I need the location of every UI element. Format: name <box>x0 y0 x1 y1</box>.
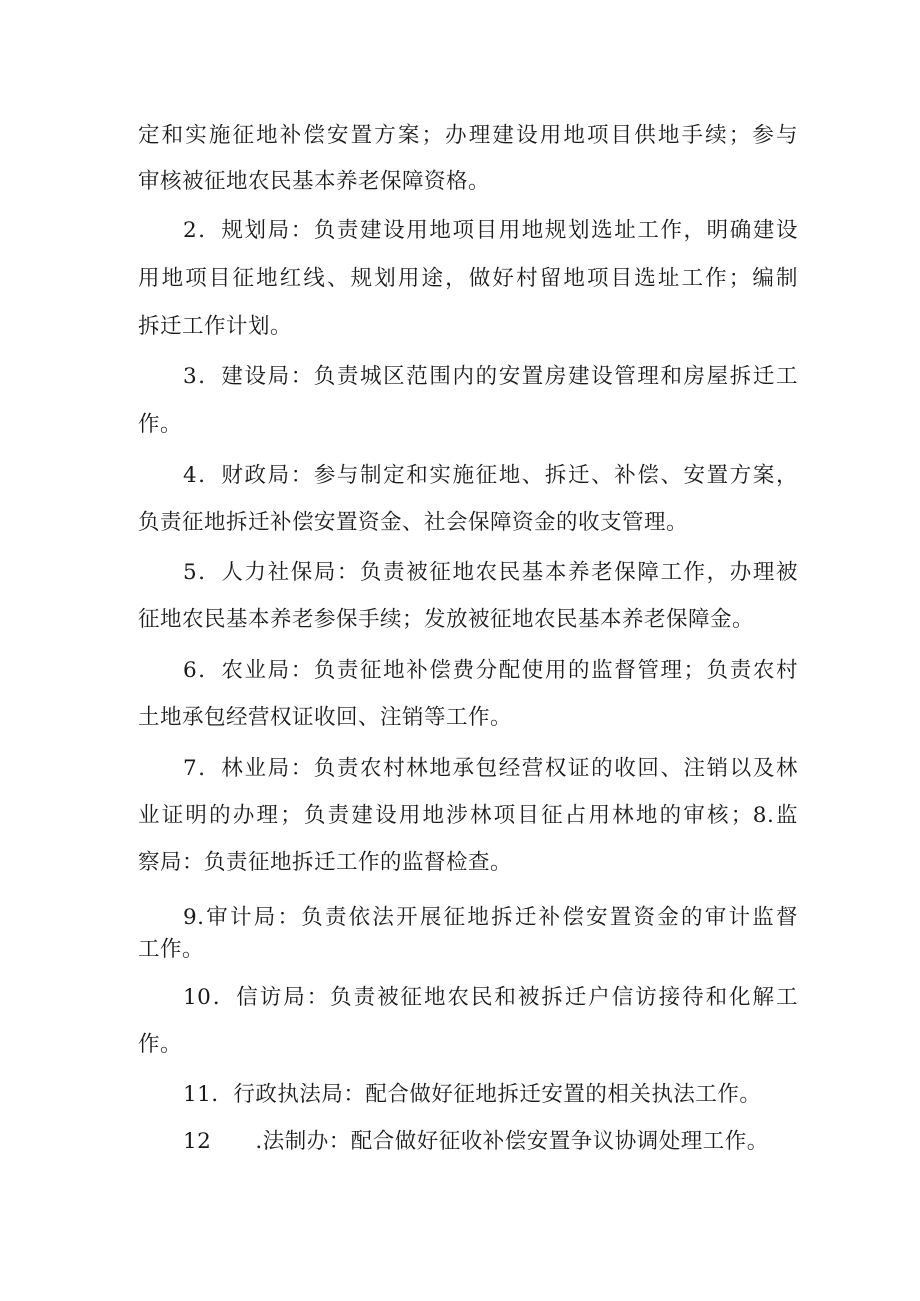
paragraph-10-line-2: 作。 <box>138 1032 183 1057</box>
paragraph-2-line-1: 2．规划局：负责建设用地项目用地规划选址工作，明确建设 <box>183 218 798 243</box>
paragraph-1-line-2: 审核被征地农民基本养老保障资格。 <box>138 169 491 194</box>
paragraph-7-line-3: 察局：负责征地拆迁工作的监督检查。 <box>138 850 513 875</box>
paragraph-10-line-1: 10．信访局：负责被征地农民和被拆迁户信访接待和化解工 <box>183 985 798 1010</box>
paragraph-5-line-1: 5．人力社保局：负责被征地农民基本养老保障工作，办理被 <box>183 560 798 585</box>
paragraph-2-line-3: 拆迁工作计划。 <box>138 314 293 339</box>
paragraph-5-line-2: 征地农民基本养老参保手续；发放被征地农民基本养老保障金。 <box>138 607 755 632</box>
paragraph-4-line-1: 4．财政局：参与制定和实施征地、拆迁、补偿、安置方案， <box>183 463 798 488</box>
paragraph-12-line-1: 12 .法制办：配合做好征收补偿安置争议协调处理工作。 <box>183 1129 769 1154</box>
paragraph-3-line-1: 3．建设局：负责城区范围内的安置房建设管理和房屋拆迁工 <box>183 364 798 389</box>
paragraph-6-line-1: 6．农业局：负责征地补偿费分配使用的监督管理；负责农村 <box>183 658 798 683</box>
paragraph-4-line-2: 负责征地拆迁补偿安置资金、社会保障资金的收支管理。 <box>138 510 689 535</box>
paragraph-9-line-2: 工作。 <box>138 937 205 962</box>
paragraph-1-line-1: 定和实施征地补偿安置方案；办理建设用地项目供地手续；参与 <box>138 123 798 148</box>
paragraph-11-line-1: 11．行政执法局：配合做好征地拆迁安置的相关执法工作。 <box>183 1082 762 1107</box>
paragraph-6-line-2: 土地承包经营权证收回、注销等工作。 <box>138 705 513 730</box>
paragraph-2-line-2: 用地项目征地红线、规划用途，做好村留地项目选址工作；编制 <box>138 266 798 291</box>
paragraph-3-line-2: 作。 <box>138 412 183 437</box>
paragraph-7-line-1: 7．林业局：负责农村林地承包经营权证的收回、注销以及林 <box>183 756 798 781</box>
paragraph-9-line-1: 9.审计局：负责依法开展征地拆迁补偿安置资金的审计监督 <box>183 905 798 930</box>
paragraph-7-line-2: 业证明的办理；负责建设用地涉林项目征占用林地的审核；8.监 <box>138 803 798 828</box>
